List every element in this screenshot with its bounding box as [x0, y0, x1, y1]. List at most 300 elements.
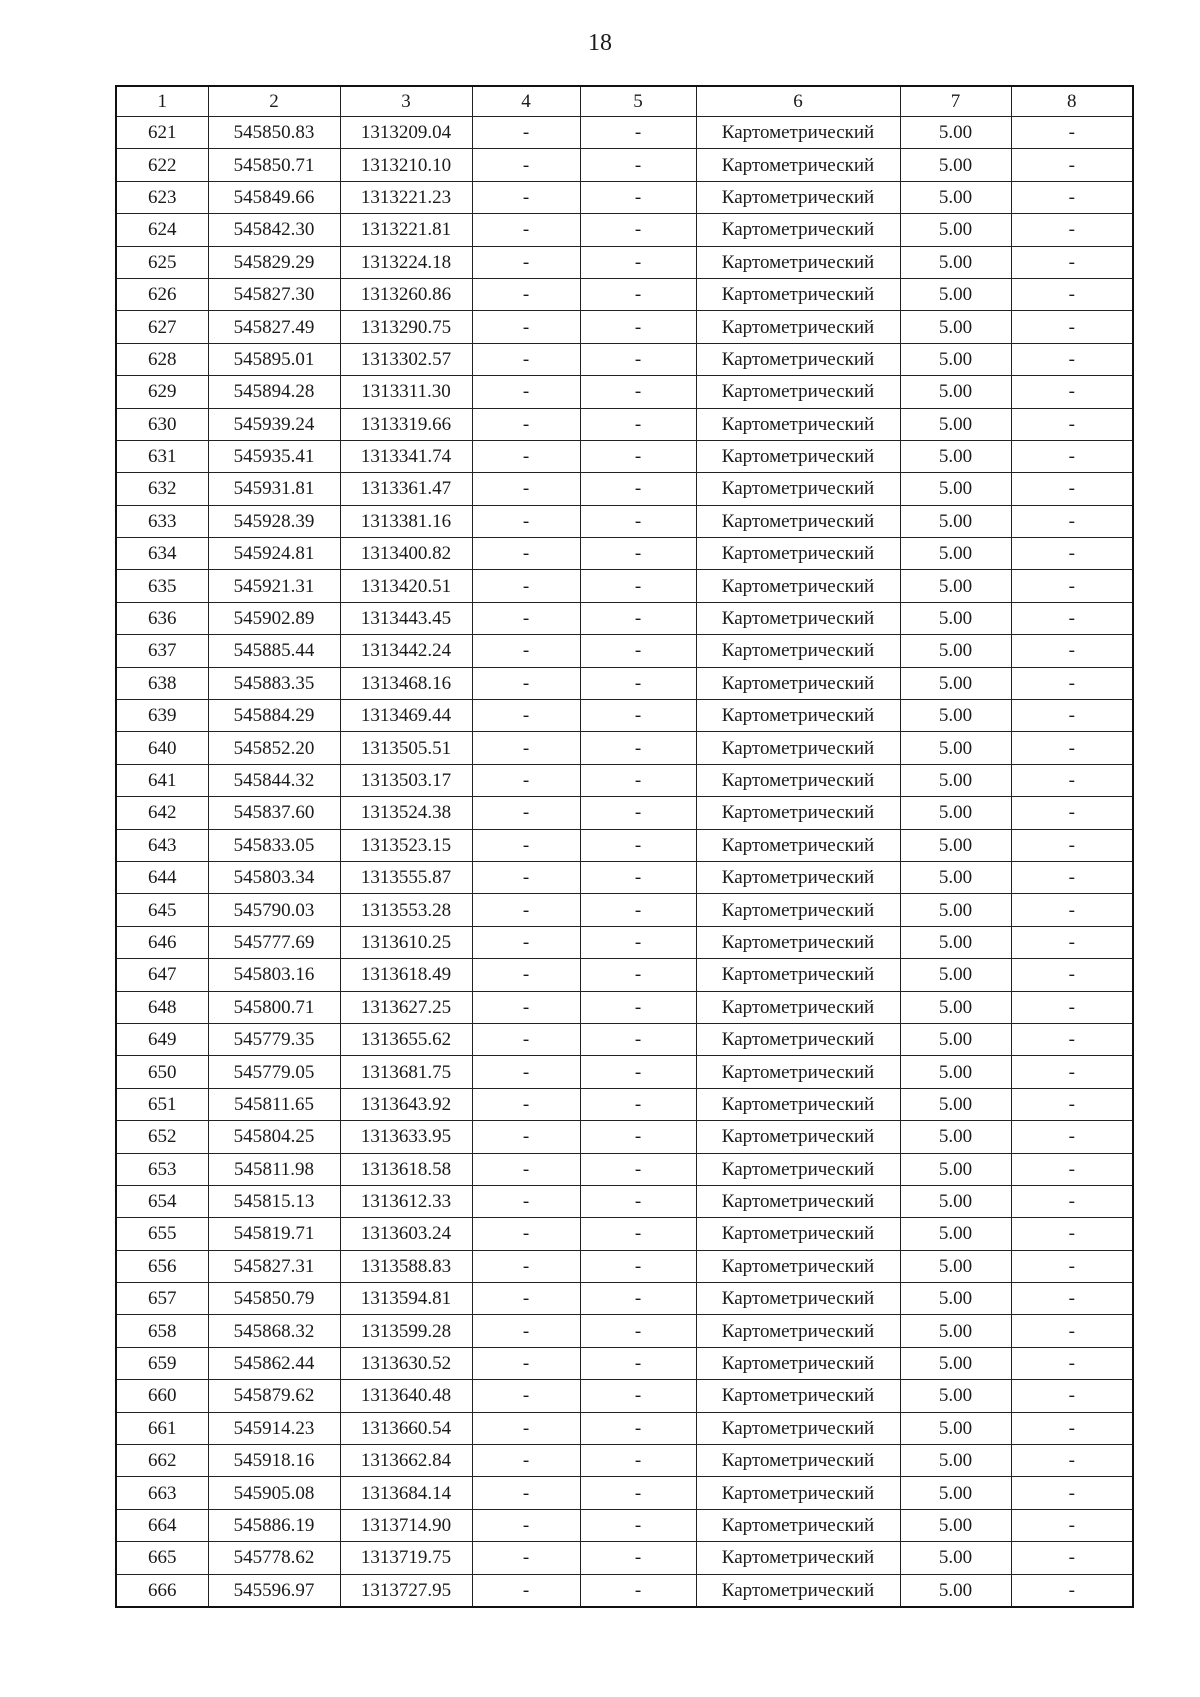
- table-cell-col-7: 5.00: [900, 246, 1011, 278]
- table-cell-col-6: Картометрический: [696, 1185, 900, 1217]
- table-cell-col-1: 660: [116, 1380, 208, 1412]
- table-cell-col-2: 545918.16: [208, 1445, 340, 1477]
- table-cell-col-8: -: [1011, 311, 1133, 343]
- table-cell-col-2: 545779.05: [208, 1056, 340, 1088]
- table-cell-col-3: 1313361.47: [340, 473, 472, 505]
- table-row: [116, 1445, 1133, 1477]
- table-cell-col-3: 1313505.51: [340, 732, 472, 764]
- table-row: [116, 570, 1133, 602]
- table-cell-col-3: 1313714.90: [340, 1509, 472, 1541]
- table-row: [116, 538, 1133, 570]
- table-cell-col-7: 5.00: [900, 181, 1011, 213]
- table-cell-col-1: 629: [116, 376, 208, 408]
- table-cell-col-6: Картометрический: [696, 1121, 900, 1153]
- table-row: [116, 1056, 1133, 1088]
- table-cell-col-4: -: [472, 311, 580, 343]
- table-cell-col-8: -: [1011, 635, 1133, 667]
- table-cell-col-1: 632: [116, 473, 208, 505]
- table-cell-col-5: -: [580, 1477, 696, 1509]
- table-cell-col-1: 651: [116, 1088, 208, 1120]
- table-cell-col-4: -: [472, 181, 580, 213]
- table-cell-col-6: Картометрический: [696, 1250, 900, 1282]
- table-cell-col-4: -: [472, 1023, 580, 1055]
- table-cell-col-2: 545778.62: [208, 1542, 340, 1574]
- table-cell-col-5: -: [580, 181, 696, 213]
- table-cell-col-3: 1313643.92: [340, 1088, 472, 1120]
- table-cell-col-4: -: [472, 635, 580, 667]
- table-cell-col-7: 5.00: [900, 1542, 1011, 1574]
- table-cell-col-7: 5.00: [900, 829, 1011, 861]
- table-cell-col-7: 5.00: [900, 1380, 1011, 1412]
- table-row: [116, 732, 1133, 764]
- table-row: [116, 1315, 1133, 1347]
- table-cell-col-4: -: [472, 700, 580, 732]
- table-cell-col-3: 1313443.45: [340, 602, 472, 634]
- table-cell-col-2: 545885.44: [208, 635, 340, 667]
- table-cell-col-6: Картометрический: [696, 181, 900, 213]
- table-row: [116, 635, 1133, 667]
- table-cell-col-1: 646: [116, 926, 208, 958]
- table-cell-col-1: 636: [116, 602, 208, 634]
- table-cell-col-4: -: [472, 1412, 580, 1444]
- table-cell-col-1: 631: [116, 440, 208, 472]
- table-cell-col-3: 1313660.54: [340, 1412, 472, 1444]
- table-cell-col-6: Картометрический: [696, 1218, 900, 1250]
- table-cell-col-7: 5.00: [900, 1477, 1011, 1509]
- table-cell-col-7: 5.00: [900, 764, 1011, 796]
- table-cell-col-1: 658: [116, 1315, 208, 1347]
- table-row: [116, 764, 1133, 796]
- table-cell-col-5: -: [580, 797, 696, 829]
- table-cell-col-6: Картометрический: [696, 1347, 900, 1379]
- table-cell-col-5: -: [580, 214, 696, 246]
- table-cell-col-4: -: [472, 1153, 580, 1185]
- table-row: [116, 1088, 1133, 1120]
- table-cell-col-5: -: [580, 1056, 696, 1088]
- table-cell-col-7: 5.00: [900, 570, 1011, 602]
- table-cell-col-8: -: [1011, 538, 1133, 570]
- table-cell-col-2: 545803.34: [208, 861, 340, 893]
- table-row: [116, 1023, 1133, 1055]
- table-row: [116, 505, 1133, 537]
- table-cell-col-8: -: [1011, 343, 1133, 375]
- table-cell-col-1: 650: [116, 1056, 208, 1088]
- table-cell-col-8: -: [1011, 570, 1133, 602]
- table-cell-col-2: 545862.44: [208, 1347, 340, 1379]
- table-cell-col-2: 545849.66: [208, 181, 340, 213]
- table-cell-col-1: 645: [116, 894, 208, 926]
- table-cell-col-7: 5.00: [900, 538, 1011, 570]
- table-cell-col-5: -: [580, 1185, 696, 1217]
- table-cell-col-8: -: [1011, 278, 1133, 310]
- table-cell-col-8: -: [1011, 797, 1133, 829]
- table-cell-col-1: 664: [116, 1509, 208, 1541]
- column-header-4: 4: [472, 86, 580, 117]
- table-cell-col-6: Картометрический: [696, 246, 900, 278]
- table-cell-col-7: 5.00: [900, 797, 1011, 829]
- table-cell-col-7: 5.00: [900, 602, 1011, 634]
- table-cell-col-8: -: [1011, 764, 1133, 796]
- table-cell-col-5: -: [580, 602, 696, 634]
- table-cell-col-5: -: [580, 700, 696, 732]
- table-cell-col-5: -: [580, 505, 696, 537]
- table-cell-col-6: Картометрический: [696, 1380, 900, 1412]
- table-row: [116, 1542, 1133, 1574]
- table-cell-col-5: -: [580, 894, 696, 926]
- table-cell-col-4: -: [472, 473, 580, 505]
- table-cell-col-8: -: [1011, 959, 1133, 991]
- table-cell-col-7: 5.00: [900, 343, 1011, 375]
- table-cell-col-4: -: [472, 991, 580, 1023]
- table-row: [116, 861, 1133, 893]
- table-cell-col-6: Картометрический: [696, 1315, 900, 1347]
- table-cell-col-5: -: [580, 635, 696, 667]
- table-cell-col-3: 1313469.44: [340, 700, 472, 732]
- table-cell-col-8: -: [1011, 1283, 1133, 1315]
- table-cell-col-7: 5.00: [900, 473, 1011, 505]
- table-cell-col-6: Картометрический: [696, 667, 900, 699]
- table-row: [116, 797, 1133, 829]
- table-cell-col-5: -: [580, 1153, 696, 1185]
- table-cell-col-4: -: [472, 602, 580, 634]
- coordinates-table-container: [115, 85, 1134, 1608]
- table-cell-col-5: -: [580, 473, 696, 505]
- table-cell-col-6: Картометрический: [696, 764, 900, 796]
- table-cell-col-2: 545914.23: [208, 1412, 340, 1444]
- table-cell-col-1: 648: [116, 991, 208, 1023]
- table-cell-col-5: -: [580, 829, 696, 861]
- table-cell-col-5: -: [580, 1445, 696, 1477]
- table-cell-col-6: Картометрический: [696, 1056, 900, 1088]
- column-header-2: 2: [208, 86, 340, 117]
- table-cell-col-2: 545819.71: [208, 1218, 340, 1250]
- table-cell-col-2: 545827.49: [208, 311, 340, 343]
- table-cell-col-6: Картометрический: [696, 376, 900, 408]
- table-cell-col-6: Картометрический: [696, 1153, 900, 1185]
- table-cell-col-6: Картометрический: [696, 408, 900, 440]
- table-cell-col-4: -: [472, 764, 580, 796]
- table-cell-col-8: -: [1011, 1153, 1133, 1185]
- table-cell-col-1: 663: [116, 1477, 208, 1509]
- table-cell-col-4: -: [472, 1056, 580, 1088]
- table-row: [116, 894, 1133, 926]
- table-cell-col-5: -: [580, 1023, 696, 1055]
- table-cell-col-5: -: [580, 667, 696, 699]
- table-cell-col-3: 1313420.51: [340, 570, 472, 602]
- table-cell-col-6: Картометрический: [696, 505, 900, 537]
- table-row: [116, 473, 1133, 505]
- table-cell-col-1: 643: [116, 829, 208, 861]
- table-cell-col-6: Картометрический: [696, 1542, 900, 1574]
- table-cell-col-1: 634: [116, 538, 208, 570]
- table-cell-col-7: 5.00: [900, 1509, 1011, 1541]
- table-cell-col-7: 5.00: [900, 700, 1011, 732]
- table-cell-col-4: -: [472, 570, 580, 602]
- table-cell-col-6: Картометрический: [696, 1412, 900, 1444]
- table-row: [116, 1509, 1133, 1541]
- table-cell-col-1: 653: [116, 1153, 208, 1185]
- table-cell-col-2: 545935.41: [208, 440, 340, 472]
- table-cell-col-1: 642: [116, 797, 208, 829]
- table-cell-col-5: -: [580, 1542, 696, 1574]
- table-body: [116, 117, 1133, 1607]
- table-cell-col-6: Картометрический: [696, 1088, 900, 1120]
- table-cell-col-1: 661: [116, 1412, 208, 1444]
- table-cell-col-8: -: [1011, 1218, 1133, 1250]
- table-cell-col-5: -: [580, 1121, 696, 1153]
- table-cell-col-4: -: [472, 408, 580, 440]
- table-cell-col-7: 5.00: [900, 1574, 1011, 1607]
- table-cell-col-7: 5.00: [900, 1218, 1011, 1250]
- table-cell-col-1: 630: [116, 408, 208, 440]
- table-cell-col-2: 545803.16: [208, 959, 340, 991]
- table-row: [116, 1477, 1133, 1509]
- table-cell-col-4: -: [472, 1250, 580, 1282]
- table-cell-col-5: -: [580, 764, 696, 796]
- table-cell-col-6: Картометрический: [696, 278, 900, 310]
- table-row: [116, 117, 1133, 149]
- table-cell-col-7: 5.00: [900, 1153, 1011, 1185]
- table-cell-col-5: -: [580, 376, 696, 408]
- table-cell-col-7: 5.00: [900, 1283, 1011, 1315]
- table-cell-col-8: -: [1011, 1088, 1133, 1120]
- table-cell-col-5: -: [580, 1509, 696, 1541]
- table-cell-col-2: 545850.71: [208, 149, 340, 181]
- table-cell-col-7: 5.00: [900, 1250, 1011, 1282]
- table-cell-col-4: -: [472, 1185, 580, 1217]
- table-cell-col-5: -: [580, 149, 696, 181]
- table-cell-col-1: 639: [116, 700, 208, 732]
- table-cell-col-7: 5.00: [900, 376, 1011, 408]
- table-cell-col-2: 545837.60: [208, 797, 340, 829]
- table-cell-col-5: -: [580, 1218, 696, 1250]
- table-cell-col-6: Картометрический: [696, 117, 900, 149]
- table-cell-col-3: 1313618.49: [340, 959, 472, 991]
- table-cell-col-3: 1313210.10: [340, 149, 472, 181]
- table-cell-col-7: 5.00: [900, 991, 1011, 1023]
- table-cell-col-8: -: [1011, 1509, 1133, 1541]
- table-row: [116, 1250, 1133, 1282]
- table-row: [116, 343, 1133, 375]
- table-cell-col-5: -: [580, 1347, 696, 1379]
- table-cell-col-1: 626: [116, 278, 208, 310]
- table-cell-col-1: 638: [116, 667, 208, 699]
- table-cell-col-3: 1313594.81: [340, 1283, 472, 1315]
- table-cell-col-1: 654: [116, 1185, 208, 1217]
- table-cell-col-7: 5.00: [900, 1185, 1011, 1217]
- table-cell-col-3: 1313442.24: [340, 635, 472, 667]
- table-cell-col-1: 627: [116, 311, 208, 343]
- table-cell-col-4: -: [472, 926, 580, 958]
- table-row: [116, 1153, 1133, 1185]
- table-cell-col-4: -: [472, 959, 580, 991]
- table-cell-col-3: 1313640.48: [340, 1380, 472, 1412]
- table-cell-col-8: -: [1011, 1412, 1133, 1444]
- table-cell-col-7: 5.00: [900, 214, 1011, 246]
- table-row: [116, 991, 1133, 1023]
- table-row: [116, 181, 1133, 213]
- table-cell-col-4: -: [472, 1218, 580, 1250]
- table-cell-col-3: 1313290.75: [340, 311, 472, 343]
- table-cell-col-3: 1313555.87: [340, 861, 472, 893]
- table-row: [116, 700, 1133, 732]
- table-cell-col-4: -: [472, 214, 580, 246]
- table-cell-col-4: -: [472, 1380, 580, 1412]
- table-cell-col-2: 545879.62: [208, 1380, 340, 1412]
- table-row: [116, 214, 1133, 246]
- table-cell-col-1: 655: [116, 1218, 208, 1250]
- table-cell-col-6: Картометрический: [696, 1283, 900, 1315]
- table-cell-col-4: -: [472, 440, 580, 472]
- table-row: [116, 926, 1133, 958]
- table-cell-col-8: -: [1011, 1477, 1133, 1509]
- table-cell-col-3: 1313319.66: [340, 408, 472, 440]
- table-cell-col-3: 1313599.28: [340, 1315, 472, 1347]
- table-cell-col-2: 545924.81: [208, 538, 340, 570]
- table-cell-col-3: 1313655.62: [340, 1023, 472, 1055]
- table-cell-col-5: -: [580, 343, 696, 375]
- table-cell-col-3: 1313612.33: [340, 1185, 472, 1217]
- table-cell-col-4: -: [472, 1477, 580, 1509]
- table-cell-col-3: 1313221.81: [340, 214, 472, 246]
- table-cell-col-4: -: [472, 797, 580, 829]
- table-cell-col-8: -: [1011, 926, 1133, 958]
- table-cell-col-6: Картометрический: [696, 926, 900, 958]
- table-cell-col-8: -: [1011, 440, 1133, 472]
- table-cell-col-3: 1313224.18: [340, 246, 472, 278]
- table-cell-col-1: 656: [116, 1250, 208, 1282]
- table-cell-col-2: 545883.35: [208, 667, 340, 699]
- table-cell-col-2: 545905.08: [208, 1477, 340, 1509]
- table-cell-col-8: -: [1011, 700, 1133, 732]
- table-cell-col-6: Картометрический: [696, 894, 900, 926]
- table-cell-col-3: 1313503.17: [340, 764, 472, 796]
- table-cell-col-7: 5.00: [900, 1088, 1011, 1120]
- table-row: [116, 278, 1133, 310]
- table-cell-col-6: Картометрический: [696, 732, 900, 764]
- table-cell-col-1: 657: [116, 1283, 208, 1315]
- table-cell-col-7: 5.00: [900, 894, 1011, 926]
- column-header-1: 1: [116, 86, 208, 117]
- table-cell-col-8: -: [1011, 1445, 1133, 1477]
- table-cell-col-6: Картометрический: [696, 1477, 900, 1509]
- table-row: [116, 1218, 1133, 1250]
- table-cell-col-8: -: [1011, 246, 1133, 278]
- table-cell-col-6: Картометрический: [696, 635, 900, 667]
- table-cell-col-8: -: [1011, 181, 1133, 213]
- table-cell-col-4: -: [472, 1315, 580, 1347]
- table-cell-col-4: -: [472, 1283, 580, 1315]
- table-cell-col-4: -: [472, 861, 580, 893]
- table-row: [116, 1412, 1133, 1444]
- table-cell-col-7: 5.00: [900, 1023, 1011, 1055]
- table-cell-col-6: Картометрический: [696, 1509, 900, 1541]
- table-cell-col-3: 1313524.38: [340, 797, 472, 829]
- table-cell-col-1: 641: [116, 764, 208, 796]
- table-row: [116, 959, 1133, 991]
- table-cell-col-2: 545902.89: [208, 602, 340, 634]
- table-cell-col-8: -: [1011, 1185, 1133, 1217]
- table-cell-col-6: Картометрический: [696, 797, 900, 829]
- table-cell-col-6: Картометрический: [696, 602, 900, 634]
- table-cell-col-7: 5.00: [900, 1347, 1011, 1379]
- table-cell-col-1: 625: [116, 246, 208, 278]
- table-cell-col-6: Картометрический: [696, 861, 900, 893]
- table-cell-col-5: -: [580, 1412, 696, 1444]
- table-cell-col-1: 623: [116, 181, 208, 213]
- table-cell-col-7: 5.00: [900, 1121, 1011, 1153]
- table-cell-col-8: -: [1011, 894, 1133, 926]
- table-cell-col-3: 1313209.04: [340, 117, 472, 149]
- table-cell-col-4: -: [472, 732, 580, 764]
- table-cell-col-3: 1313302.57: [340, 343, 472, 375]
- table-row: [116, 246, 1133, 278]
- table-cell-col-2: 545800.71: [208, 991, 340, 1023]
- table-cell-col-6: Картометрический: [696, 570, 900, 602]
- table-cell-col-2: 545827.30: [208, 278, 340, 310]
- table-cell-col-2: 545921.31: [208, 570, 340, 602]
- table-cell-col-4: -: [472, 117, 580, 149]
- table-cell-col-5: -: [580, 408, 696, 440]
- table-cell-col-2: 545811.98: [208, 1153, 340, 1185]
- table-cell-col-2: 545833.05: [208, 829, 340, 861]
- table-cell-col-4: -: [472, 1121, 580, 1153]
- table-cell-col-2: 545850.83: [208, 117, 340, 149]
- table-cell-col-7: 5.00: [900, 926, 1011, 958]
- table-cell-col-7: 5.00: [900, 732, 1011, 764]
- table-row: [116, 149, 1133, 181]
- table-cell-col-5: -: [580, 1250, 696, 1282]
- table-cell-col-5: -: [580, 991, 696, 1023]
- table-cell-col-6: Картометрический: [696, 1023, 900, 1055]
- table-row: [116, 1185, 1133, 1217]
- table-cell-col-5: -: [580, 959, 696, 991]
- table-cell-col-2: 545815.13: [208, 1185, 340, 1217]
- table-cell-col-3: 1313553.28: [340, 894, 472, 926]
- table-cell-col-3: 1313618.58: [340, 1153, 472, 1185]
- column-header-6: 6: [696, 86, 900, 117]
- table-cell-col-2: 545928.39: [208, 505, 340, 537]
- table-cell-col-3: 1313381.16: [340, 505, 472, 537]
- table-cell-col-4: -: [472, 1088, 580, 1120]
- table-cell-col-4: -: [472, 829, 580, 861]
- table-cell-col-8: -: [1011, 1315, 1133, 1347]
- table-cell-col-6: Картометрический: [696, 473, 900, 505]
- table-cell-col-3: 1313221.23: [340, 181, 472, 213]
- table-cell-col-3: 1313523.15: [340, 829, 472, 861]
- table-cell-col-5: -: [580, 311, 696, 343]
- table-cell-col-4: -: [472, 343, 580, 375]
- table-cell-col-7: 5.00: [900, 861, 1011, 893]
- table-cell-col-2: 545804.25: [208, 1121, 340, 1153]
- table-cell-col-5: -: [580, 926, 696, 958]
- table-cell-col-4: -: [472, 1445, 580, 1477]
- table-cell-col-7: 5.00: [900, 278, 1011, 310]
- table-cell-col-8: -: [1011, 473, 1133, 505]
- table-cell-col-5: -: [580, 1315, 696, 1347]
- table-cell-col-8: -: [1011, 117, 1133, 149]
- table-cell-col-8: -: [1011, 1574, 1133, 1607]
- table-cell-col-8: -: [1011, 602, 1133, 634]
- table-cell-col-8: -: [1011, 214, 1133, 246]
- table-cell-col-2: 545868.32: [208, 1315, 340, 1347]
- table-cell-col-8: -: [1011, 829, 1133, 861]
- table-cell-col-2: 545895.01: [208, 343, 340, 375]
- table-cell-col-5: -: [580, 1574, 696, 1607]
- table-cell-col-7: 5.00: [900, 311, 1011, 343]
- table-cell-col-7: 5.00: [900, 1315, 1011, 1347]
- table-cell-col-1: 621: [116, 117, 208, 149]
